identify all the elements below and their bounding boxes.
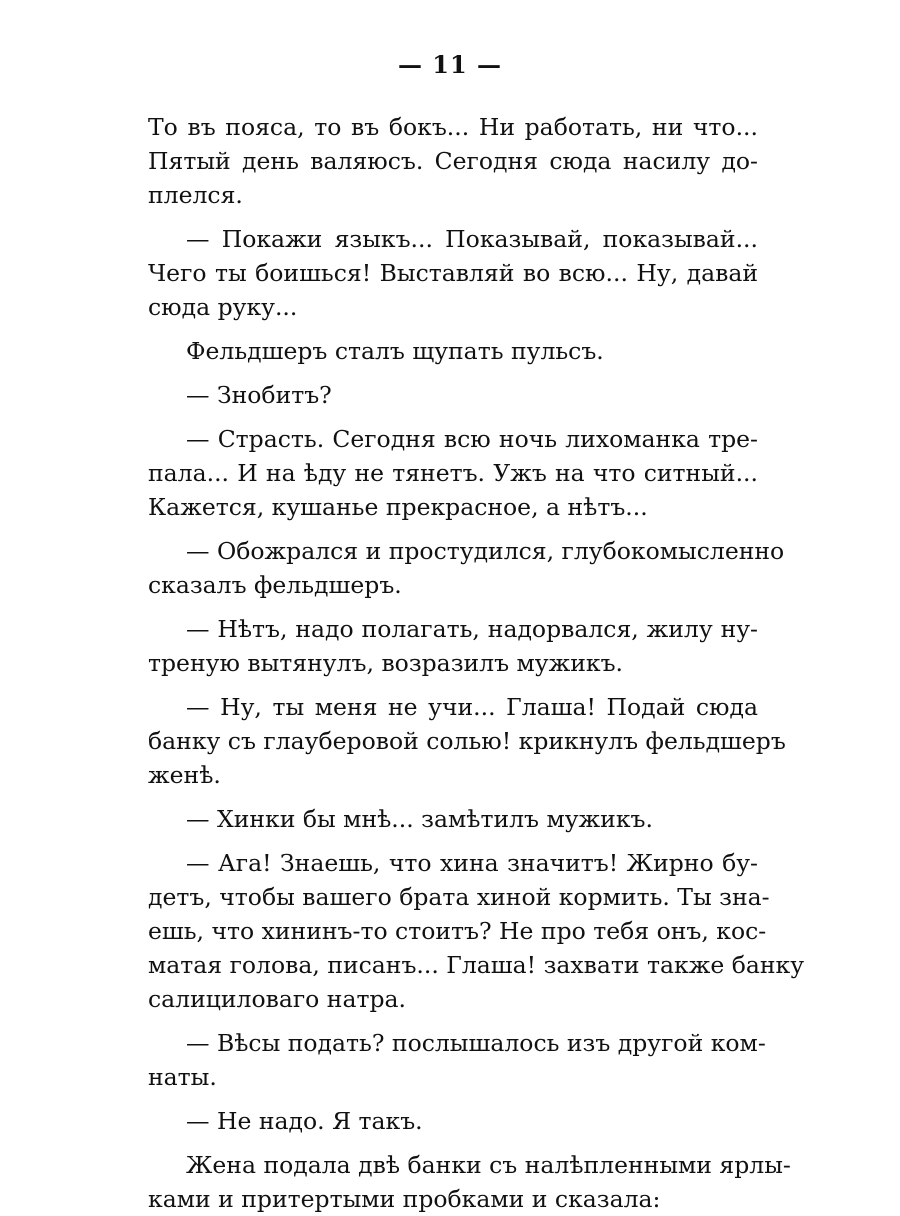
- text-line: салициловаго натра.: [148, 985, 406, 1013]
- text-line: Фельдшеръ сталъ щупать пульсъ.: [186, 337, 604, 365]
- text-line: — Покажи языкъ... Показывай, показывай...: [186, 225, 758, 253]
- text-line: Чего ты боишься! Выставляй во всю... Ну, давай: [148, 259, 758, 287]
- paragraph: [148, 422, 758, 524]
- page-number: — 11 —: [397, 50, 503, 79]
- paragraph: [148, 534, 785, 602]
- text-line: — Обожрался и простудился, глубокомысленно: [186, 537, 785, 565]
- text-line: То въ пояса, то въ бокъ... Ни работать, ни что...: [148, 113, 758, 141]
- text-line: матая голова, писанъ... Глаша! захвати также банку: [148, 951, 805, 979]
- text-line: наты.: [148, 1063, 217, 1091]
- text-line: ками и притертыми пробками и сказала:: [148, 1185, 661, 1213]
- text-line: плелся.: [148, 181, 243, 209]
- text-line: женѣ.: [148, 761, 221, 789]
- text-line: — Нѣтъ, надо полагать, надорвался, жилу ну-: [186, 615, 758, 643]
- paragraph: [148, 1104, 758, 1138]
- text-line: — Ну, ты меня не учи... Глаша! Подай сюда: [186, 693, 758, 721]
- text-line: Пятый день валяюсъ. Сегодня сюда насилу до-: [148, 147, 758, 175]
- text-line: ешь, что хининъ-то стоитъ? Не про тебя онъ, кос-: [148, 917, 767, 945]
- paragraph: [148, 802, 758, 836]
- text-line: детъ, чтобы вашего брата хиной кормить. Ты зна-: [148, 883, 770, 911]
- text-line: сюда руку...: [148, 293, 298, 321]
- text-line: Кажется, кушанье прекрасное, а нѣтъ...: [148, 493, 648, 521]
- paragraph: [148, 222, 758, 324]
- text-line: банку съ глауберовой солью! крикнулъ фельдшеръ: [148, 727, 786, 755]
- text-line: — Хинки бы мнѣ... замѣтилъ мужикъ.: [186, 805, 653, 833]
- text-line: — Ага! Знаешь, что хина значитъ! Жирно бу-: [186, 849, 758, 877]
- text-line: — Знобитъ?: [186, 381, 332, 409]
- body-text: [148, 110, 805, 1216]
- text-line: треную вытянулъ, возразилъ мужикъ.: [148, 649, 624, 677]
- paragraph: [148, 1148, 791, 1216]
- text-line: — Страсть. Сегодня всю ночь лихоманка тре-: [186, 425, 758, 453]
- paragraph: [148, 846, 805, 1016]
- text-line: сказалъ фельдшеръ.: [148, 571, 402, 599]
- text-line: пала... И на ѣду не тянетъ. Ужъ на что ситный...: [148, 459, 758, 487]
- text-line: — Не надо. Я такъ.: [186, 1107, 423, 1135]
- text-line: — Вѣсы подать? послышалось изъ другой ком-: [186, 1029, 766, 1057]
- paragraph: [148, 1026, 766, 1094]
- paragraph: [148, 334, 758, 368]
- paragraph: [148, 378, 758, 412]
- paragraph: [148, 612, 758, 680]
- paragraph: [148, 690, 786, 792]
- text-line: Жена подала двѣ банки съ налѣпленными ярлы-: [186, 1151, 791, 1179]
- paragraph: [148, 110, 758, 212]
